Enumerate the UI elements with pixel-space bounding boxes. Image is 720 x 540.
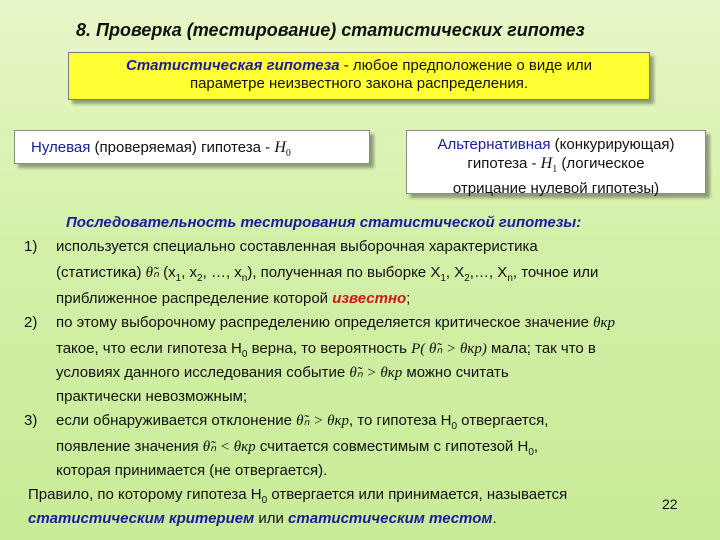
- null-hypothesis-text: (проверяемая) гипотеза -: [90, 139, 275, 156]
- item3-line3: которая принимается (не отвергается).: [56, 462, 328, 479]
- item-number-1: 1): [24, 238, 38, 255]
- null-hypothesis-box: [14, 130, 370, 164]
- alt-hypothesis-lead: Альтернативная: [437, 136, 551, 153]
- item3-line1: если обнаруживается отклонение θ̃ₙ > θкр, то гипотеза $H_0$ отвергается,: [56, 412, 549, 432]
- rule-line1: Правило, по которому гипотеза $H_0$ отвергается или принимается, называется: [28, 486, 568, 506]
- item-number-3: 3): [24, 412, 38, 429]
- definition-text-2: параметре неизвестного закона распределения.: [189, 75, 529, 92]
- rule-line2: статистическим критерием или статистическим тестом.: [28, 510, 497, 527]
- h1-symbol: $H_1$: [540, 155, 558, 176]
- item1-line2: (статистика) θ̃ₙ ($x_1$, $x_2$, …, $x_n$), полученная по выборке $X_1$, $X_2,\dots$, $X_n$, точное или: [56, 264, 599, 284]
- definition-text-1: - любое предположение о виде или: [339, 57, 592, 74]
- alt-hypothesis-box: [406, 130, 706, 198]
- compatible-formula: θ̃ₙ < θкр: [202, 439, 256, 455]
- test-term: статистическим тестом: [288, 510, 493, 527]
- event-formula: θ̃ₙ > θкр: [349, 365, 403, 381]
- item3-line2: появление значения θ̃ₙ < θкр считается совместимым с гипотезой $H_0$,: [56, 438, 539, 458]
- known-word: известно: [332, 290, 407, 307]
- slide-title: 8. Проверка (тестирование) статистических гипотез: [76, 20, 585, 40]
- item2-line2: такое, что если гипотеза $H_0$ верна, то вероятность P( θ̃ₙ > θкр) мала; так что в: [56, 340, 596, 360]
- statistic-symbol: θ̃ₙ: [145, 265, 159, 281]
- deviation-formula: θ̃ₙ > θкр: [296, 413, 349, 429]
- item1-line3: приближенное распределение которой известно;: [56, 290, 411, 307]
- item2-line4: практически невозможным;: [56, 388, 248, 405]
- h0-symbol: $H_0$: [274, 139, 291, 160]
- definition-term: Статистическая гипотеза: [126, 57, 340, 74]
- probability-formula: P( θ̃ₙ > θкр): [411, 341, 487, 357]
- alt-hypothesis-text-2b: (логическое: [557, 155, 645, 172]
- sequence-heading: Последовательность тестирования статистической гипотезы:: [66, 214, 582, 231]
- alt-hypothesis-text-3: отрицание нулевой гипотезы): [452, 180, 660, 198]
- alt-hypothesis-text-2a: гипотеза -: [467, 155, 541, 172]
- page-number: 22: [662, 496, 678, 512]
- item2-line1: по этому выборочному распределению определяется критическое значение θкр: [56, 314, 616, 331]
- critical-value-symbol: θкр: [593, 315, 616, 331]
- criterion-term: статистическим критерием: [28, 510, 255, 527]
- alt-hypothesis-text-1: (конкурирующая): [550, 136, 675, 153]
- item1-line1: используется специально составленная выборочная характеристика: [56, 238, 538, 255]
- item-number-2: 2): [24, 314, 38, 331]
- null-hypothesis-lead: Нулевая: [31, 139, 91, 156]
- item2-line3: условиях данного исследования событие θ̃ₙ > θкр можно считать: [56, 364, 509, 381]
- definition-box: [68, 52, 650, 100]
